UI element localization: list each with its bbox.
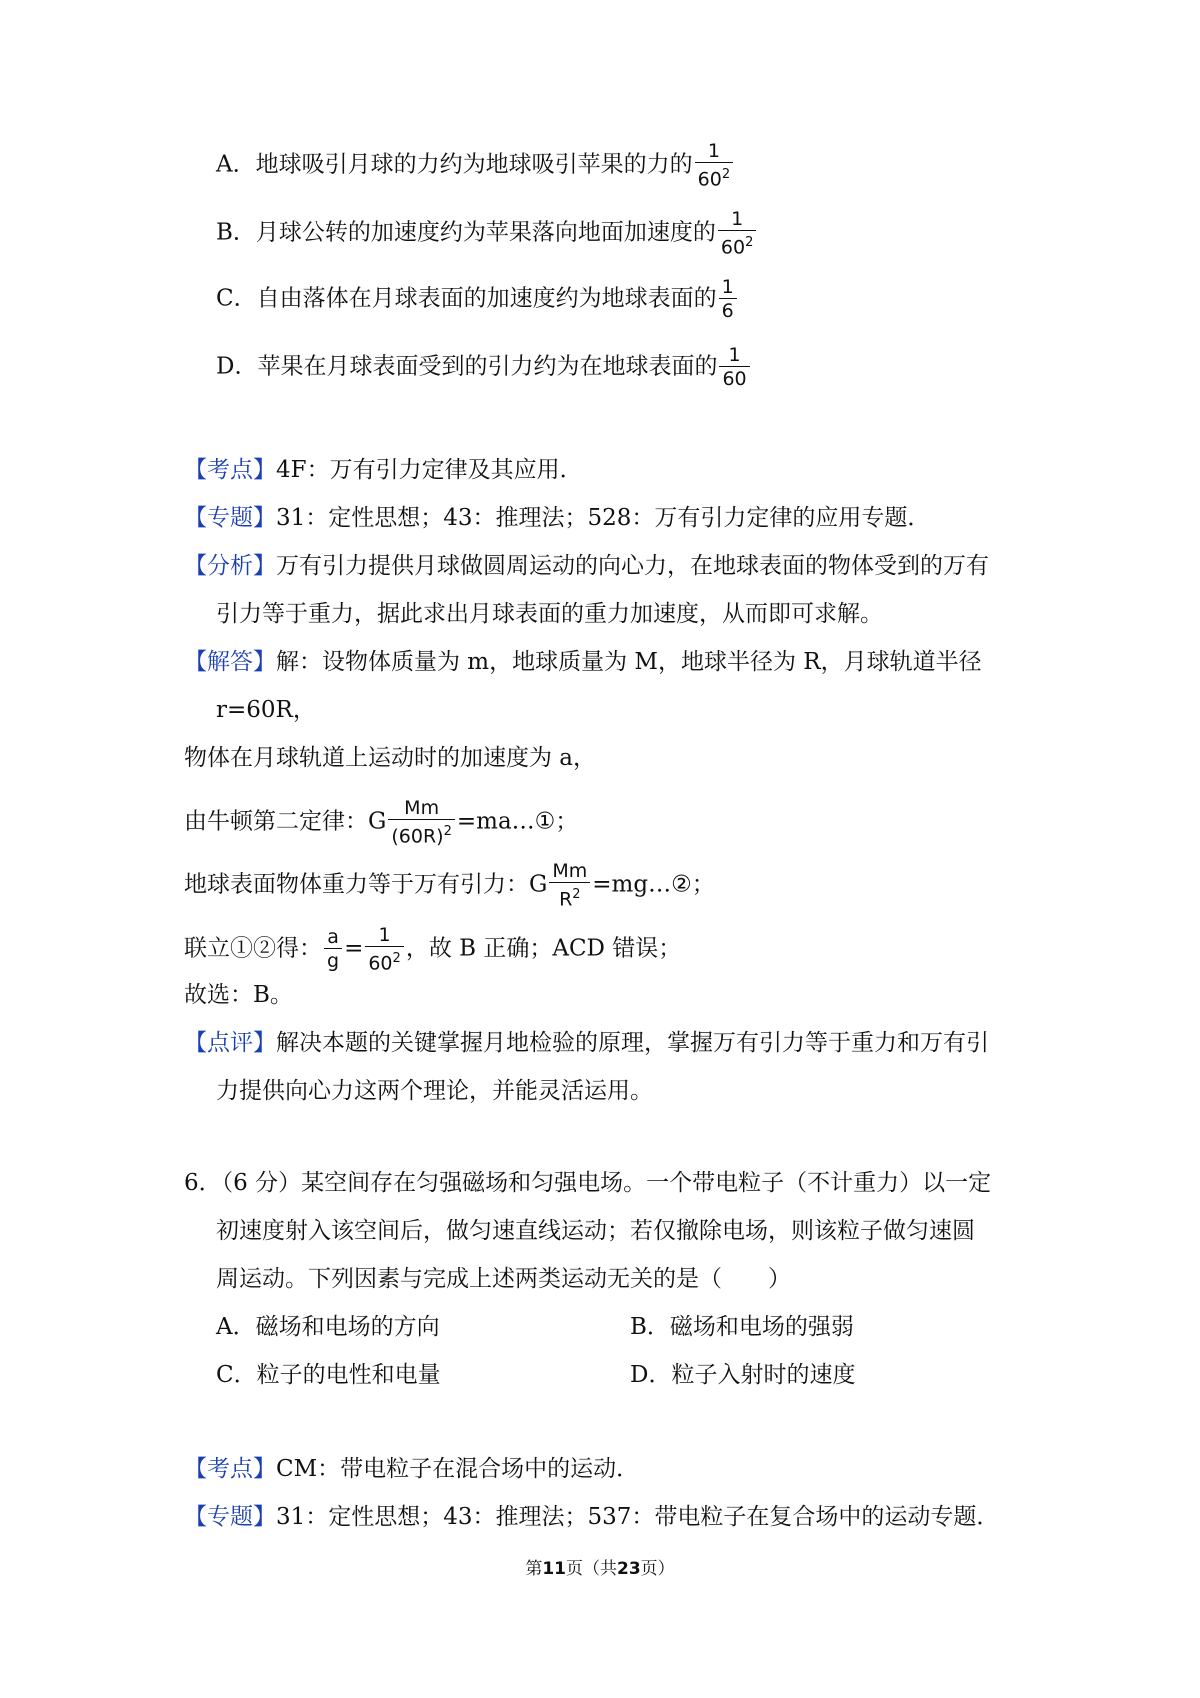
option-d: D．苹果在月球表面受到的引力约为在地球表面的 $\frac{1}{60}$ bbox=[216, 344, 752, 391]
fraction: $\frac{Mm}{(60R)^2}$ bbox=[388, 797, 455, 848]
solution-line-6: 联立①②得： $\frac{a}{g}$ = $\frac{1}{60^2}$ ，故 B 正确；ACD 错误； bbox=[184, 924, 682, 975]
page-total: 23 bbox=[617, 1559, 641, 1579]
option-c: C．自由落体在月球表面的加速度约为地球表面的 $\frac{1}{6}$ bbox=[216, 276, 739, 323]
q6-option-d: D．粒子入射时的速度 bbox=[630, 1362, 856, 1388]
zhuanti-line: 【专题】31：定性思想；43：推理法；528：万有引力定律的应用专题． bbox=[184, 505, 931, 531]
q6-zhuanti-line: 【专题】31：定性思想；43：推理法；537：带电粒子在复合场中的运动专题． bbox=[184, 1504, 1000, 1530]
fraction: $\frac{Mm}{R^2}$ bbox=[549, 860, 590, 911]
solution-line-5: 地球表面物体重力等于万有引力：G $\frac{Mm}{R^2}$ =mg…②； bbox=[184, 860, 715, 911]
dianping-tag: 【点评】 bbox=[184, 1030, 276, 1056]
zhuanti-tag: 【专题】 bbox=[184, 1504, 276, 1530]
q6-stem-3: 周运动。下列因素与完成上述两类运动无关的是（ ） bbox=[216, 1266, 791, 1292]
fenxi-line: 【分析】万有引力提供月球做圆周运动的向心力，在地球表面的物体受到的万有 bbox=[184, 553, 989, 579]
q6-kaodian-line: 【考点】CM：带电粒子在混合场中的运动． bbox=[184, 1456, 640, 1482]
kaodian-tag: 【考点】 bbox=[184, 457, 276, 483]
jieda-line-2: r=60R， bbox=[216, 697, 316, 723]
option-a: A．地球吸引月球的力约为地球吸引苹果的力的 $\frac{1}{60^2}$ bbox=[216, 140, 735, 191]
q6-stem-2: 初速度射入该空间后，做匀速直线运动；若仅撤除电场，则该粒子做匀速圆 bbox=[216, 1218, 975, 1244]
zhuanti-tag: 【专题】 bbox=[184, 505, 276, 531]
solution-line-4: 由牛顿第二定律：G $\frac{Mm}{(60R)^2}$ =ma…①； bbox=[184, 797, 579, 848]
page-number: 11 bbox=[542, 1559, 566, 1579]
fraction: $\frac{1}{6}$ bbox=[719, 276, 737, 323]
option-b: B．月球公转的加速度约为苹果落向地面加速度的 $\frac{1}{60^2}$ bbox=[216, 208, 758, 259]
fenxi-line-2: 引力等于重力，据此求出月球表面的重力加速度，从而即可求解。 bbox=[216, 601, 883, 627]
dianping-line: 【点评】解决本题的关键掌握月地检验的原理，掌握万有引力等于重力和万有引 bbox=[184, 1030, 989, 1056]
solution-line-3: 物体在月球轨道上运动时的加速度为 a， bbox=[184, 745, 597, 771]
page-footer: 第11页（共23页） bbox=[525, 1559, 675, 1579]
fraction: $\frac{1}{60}$ bbox=[719, 344, 749, 391]
q6-option-a: A．磁场和电场的方向 bbox=[216, 1314, 440, 1340]
jieda-line: 【解答】解：设物体质量为 m，地球质量为 M，地球半径为 R，月球轨道半径 bbox=[184, 649, 982, 675]
fraction: $\frac{1}{60^2}$ bbox=[718, 208, 756, 259]
q6-option-b: B．磁场和电场的强弱 bbox=[630, 1314, 854, 1340]
fenxi-tag: 【分析】 bbox=[184, 553, 276, 579]
dianping-line-2: 力提供向心力这两个理论，并能灵活运用。 bbox=[216, 1078, 653, 1104]
q6-stem-1: 6．（6 分）某空间存在匀强磁场和匀强电场。一个带电粒子（不计重力）以一定 bbox=[184, 1170, 992, 1196]
kaodian-line: 【考点】4F：万有引力定律及其应用． bbox=[184, 457, 583, 483]
fraction: $\frac{1}{60^2}$ bbox=[365, 924, 403, 975]
jieda-tag: 【解答】 bbox=[184, 649, 276, 675]
fraction: $\frac{a}{g}$ bbox=[324, 926, 342, 973]
q6-option-c: C．粒子的电性和电量 bbox=[216, 1362, 441, 1388]
solution-line-7: 故选：B。 bbox=[184, 982, 293, 1008]
fraction: $\frac{1}{60^2}$ bbox=[695, 140, 733, 191]
kaodian-tag: 【考点】 bbox=[184, 1456, 276, 1482]
